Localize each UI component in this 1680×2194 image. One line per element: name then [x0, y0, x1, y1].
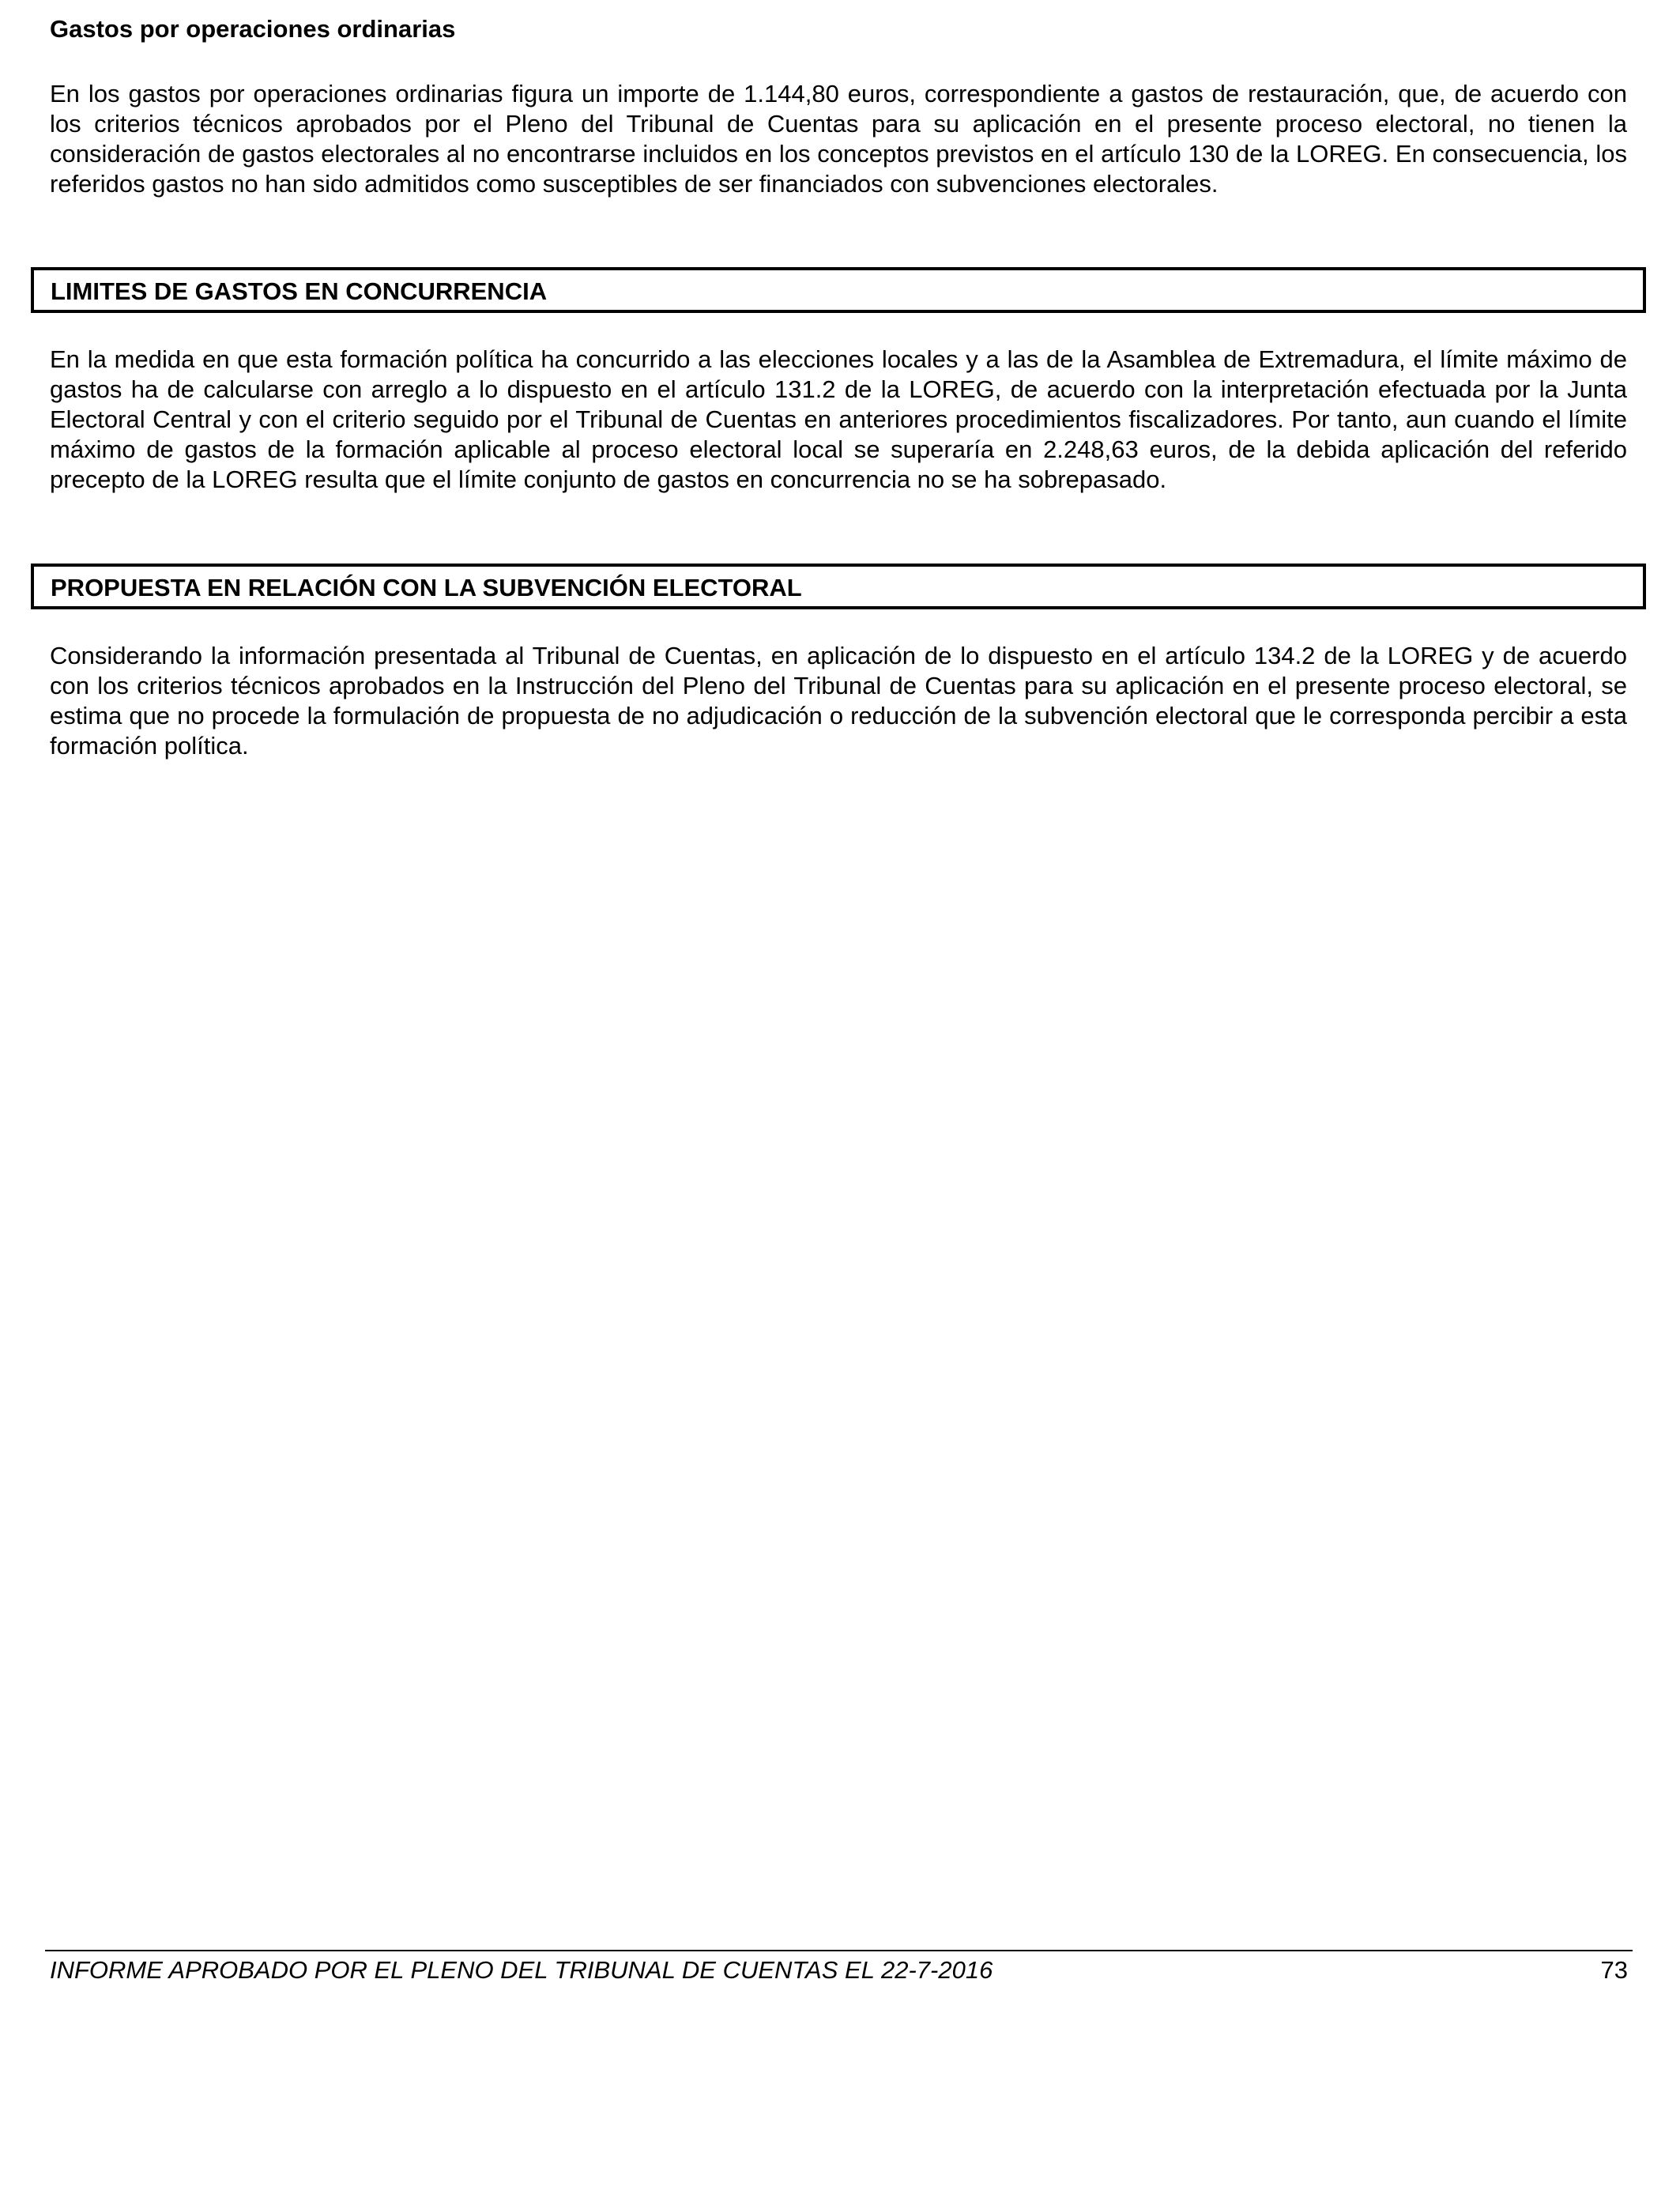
paragraph-propuesta-subvencion: Considerando la información presentada al Tribunal de Cuentas, en aplicación de lo dispuesto en el artículo 134.2 de la LOREG y de acuerdo con los criterios técnicos aprobados en la Instrucción del Pleno del Tribunal de Cuentas para su aplicación en el presente proceso electoral, se estima que no procede la formulación de propuesta de no adjudicación o reducción de la subvención electoral que le corresponda percibir a esta formación política.: [50, 642, 1627, 760]
section-title-propuesta-subvencion: PROPUESTA EN RELACIÓN CON LA SUBVENCIÓN ELECTORAL: [51, 574, 802, 601]
footer-divider: [45, 1950, 1633, 1951]
section-title-limites-gastos: LIMITES DE GASTOS EN CONCURRENCIA: [51, 277, 548, 305]
paragraph-gastos-operaciones-ordinarias: En los gastos por operaciones ordinarias figura un importe de 1.144,80 euros, correspondiente a gastos de restauración, que, de acuerdo con los criterios técnicos aprobados por el Pleno del Tribunal de Cuentas para su aplicación en el presente proceso electoral, no tienen la consideración de gastos electorales al no encontrarse incluidos en los conceptos previstos en el artículo 130 de la LOREG. En consecuencia, los referidos gastos no han sido admitidos como susceptibles de ser financiados con subvenciones electorales.: [50, 80, 1627, 198]
paragraph-limites-gastos: En la medida en que esta formación política ha concurrido a las elecciones locales y a las de la Asamblea de Extremadura, el límite máximo de gastos ha de calcularse con arreglo a lo dispuesto en el artículo 131.2 de la LOREG, de acuerdo con la interpretación efectuada por la Junta Electoral Central y con el criterio seguido por el Tribunal de Cuentas en anteriores procedimientos fiscalizadores. Por tanto, aun cuando el límite máximo de gastos de la formación aplicable al proceso electoral local se superaría en 2.248,63 euros, de la debida aplicación del referido precepto de la LOREG resulta que el límite conjunto de gastos en concurrencia no se ha sobrepasado.: [50, 345, 1627, 493]
footer-text: INFORME APROBADO POR EL PLENO DEL TRIBUNAL DE CUENTAS EL 22-7-2016: [50, 1956, 993, 1984]
section-header-propuesta-subvencion: [31, 564, 1646, 609]
subheading-gastos-operaciones-ordinarias: Gastos por operaciones ordinarias: [50, 15, 456, 43]
section-header-limites-gastos: [31, 267, 1646, 313]
page-number: 73: [1600, 1956, 1628, 1984]
